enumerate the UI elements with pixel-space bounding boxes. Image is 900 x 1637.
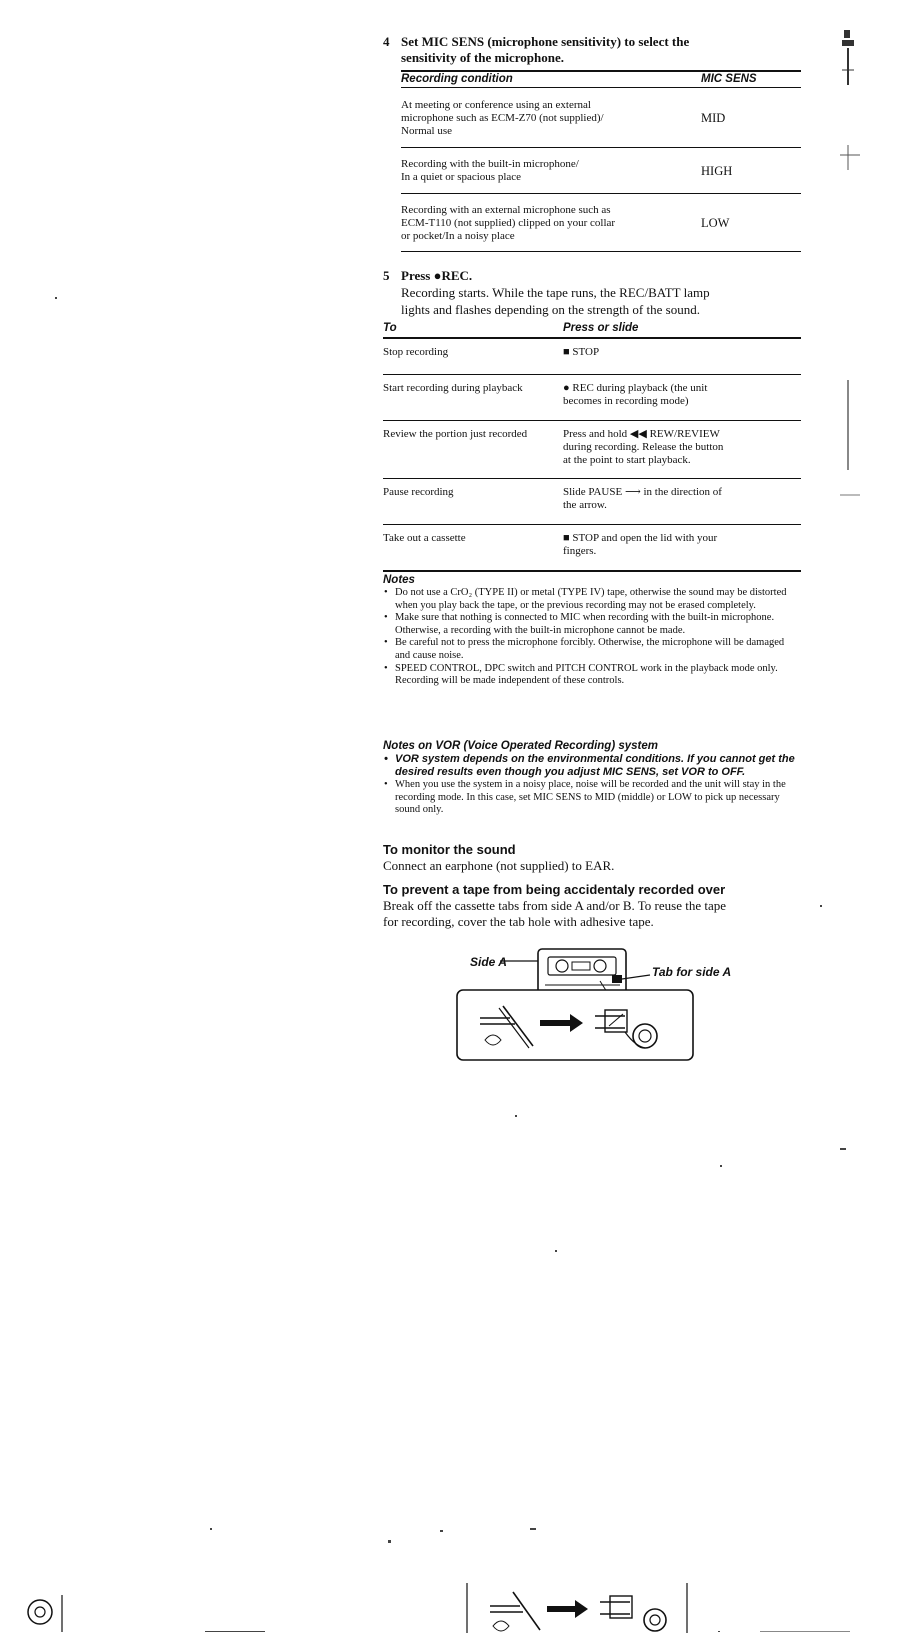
vor-notes-section bbox=[383, 740, 801, 817]
mic-sens-table bbox=[401, 70, 801, 252]
scan-edge-marks-icon bbox=[836, 30, 866, 500]
monitor-body: Connect an earphone (not supplied) to EAR. bbox=[383, 858, 615, 873]
row-value: MID bbox=[701, 110, 726, 125]
step-5-number: 5 bbox=[383, 268, 390, 283]
scan-speck bbox=[720, 1165, 722, 1167]
step-4-number: 4 bbox=[383, 34, 390, 49]
step-4-line1: Set MIC SENS (microphone sensitivity) to select the bbox=[401, 34, 690, 49]
row-to: Review the portion just recorded bbox=[383, 428, 528, 440]
table-row bbox=[383, 339, 801, 374]
scan-speck bbox=[205, 1631, 265, 1632]
row-to: Start recording during playback bbox=[383, 382, 523, 394]
row-press bbox=[563, 486, 801, 518]
scan-speck bbox=[440, 1530, 443, 1532]
row-to: Stop recording bbox=[383, 346, 449, 358]
step-5-line2: lights and flashes depending on the strength of the sound. bbox=[401, 302, 700, 317]
row-condition bbox=[401, 204, 671, 243]
prevent-line2: for recording, cover the tab hole with adhesive tape. bbox=[383, 914, 654, 929]
side-a-label: Side A bbox=[470, 955, 507, 969]
scan-speck bbox=[515, 1115, 517, 1117]
prevent-section bbox=[383, 882, 803, 930]
table-row bbox=[401, 148, 801, 193]
press-line: ■ STOP and open the lid with your bbox=[563, 532, 718, 544]
monitor-title: To monitor the sound bbox=[383, 842, 516, 857]
press-line: fingers. bbox=[563, 545, 597, 557]
press-line: the arrow. bbox=[563, 499, 607, 511]
bleed-through-diagram-icon bbox=[465, 1578, 690, 1633]
table-row bbox=[383, 375, 801, 420]
monitor-section bbox=[383, 842, 801, 874]
tab-for-side-a-label: Tab for side A bbox=[652, 965, 732, 979]
row-to: Take out a cassette bbox=[383, 532, 466, 544]
row-press bbox=[563, 532, 801, 564]
prevent-line1: Break off the cassette tabs from side A and/or B. To reuse the tape bbox=[383, 898, 727, 913]
condition-line: In a quiet or spacious place bbox=[401, 171, 522, 183]
table-header bbox=[401, 72, 801, 87]
header-mic-sens: MIC SENS bbox=[701, 73, 757, 85]
press-line: ● REC during playback (the unit bbox=[563, 382, 708, 394]
press-line: at the point to start playback. bbox=[563, 454, 691, 466]
press-line: during recording. Release the button bbox=[563, 441, 724, 453]
condition-line: ECM-T110 (not supplied) clipped on your collar bbox=[401, 216, 616, 229]
row-to: Pause recording bbox=[383, 486, 454, 498]
scan-speck bbox=[840, 1148, 846, 1150]
scan-speck bbox=[210, 1528, 212, 1530]
condition-line: or pocket/In a noisy place bbox=[401, 229, 515, 242]
row-condition bbox=[401, 99, 671, 138]
table-row bbox=[383, 525, 801, 570]
list-item: • Make sure that nothing is connected to MIC when recording with the built-in microphone. Otherwise, a recording with the built-in microphone cannot be made. bbox=[383, 612, 801, 637]
row-condition bbox=[401, 158, 671, 184]
row-press bbox=[563, 428, 801, 472]
condition-line: Recording with the built-in microphone/ bbox=[401, 158, 579, 170]
list-item: • SPEED CONTROL, DPC switch and PITCH CONTROL work in the playback mode only. Recording will be made independent of these controls. bbox=[383, 663, 801, 688]
press-line: Slide PAUSE ⟶ in the direction of bbox=[563, 486, 722, 498]
notes-list bbox=[383, 587, 801, 688]
condition-line: microphone such as ECM-Z70 (not supplied)/ bbox=[401, 111, 604, 124]
step-5-title: Press ●REC. bbox=[401, 268, 473, 283]
bleed-through-reel-icon bbox=[20, 1590, 70, 1635]
row-value: HIGH bbox=[701, 163, 733, 178]
vor-notes-title: Notes on VOR (Voice Operated Recording) system bbox=[383, 740, 658, 752]
table-rule bbox=[383, 570, 801, 572]
step-5-line1: Recording starts. While the tape runs, the REC/BATT lamp bbox=[401, 285, 710, 300]
condition-line: Normal use bbox=[401, 124, 453, 137]
step-4 bbox=[383, 34, 801, 66]
list-item: • Be careful not to press the microphone forcibly. Otherwise, the microphone will be damaged and cause noise. bbox=[383, 637, 801, 662]
step-5 bbox=[383, 268, 801, 318]
scan-speck bbox=[555, 1250, 557, 1252]
press-line: Press and hold ◀◀ REW/REVIEW bbox=[563, 428, 720, 440]
scan-speck bbox=[820, 905, 822, 907]
list-item: • When you use the system in a noisy place, noise will be recorded and the unit will stay in the recording mode. In this case, set MIC SENS to MID (middle) or LOW to pick up necessary sound only. bbox=[383, 779, 801, 817]
vor-notes-list bbox=[383, 753, 801, 817]
list-item: • Do not use a CrO₂ (TYPE II) or metal (TYPE IV) tape, otherwise the sound may be distorted when you play back the tape, or the previous recording may not be erased completely. bbox=[383, 587, 801, 612]
scan-speck bbox=[760, 1631, 850, 1632]
notes-title: Notes bbox=[383, 574, 415, 586]
scan-speck bbox=[718, 1631, 720, 1632]
condition-line: At meeting or conference using an external bbox=[401, 98, 591, 111]
scan-speck bbox=[530, 1528, 536, 1530]
table-row bbox=[383, 479, 801, 524]
table-header bbox=[383, 322, 801, 337]
header-to: To bbox=[383, 322, 397, 334]
condition-line: Recording with an external microphone such as bbox=[401, 203, 611, 216]
table-row bbox=[401, 194, 801, 251]
header-press-or-slide: Press or slide bbox=[563, 322, 639, 334]
list-item: • VOR system depends on the environmental conditions. If you cannot get the desired results even though you adjust MIC SENS, set VOR to OFF. bbox=[383, 753, 801, 779]
row-press bbox=[563, 382, 801, 414]
notes-section bbox=[383, 574, 801, 688]
prevent-title: To prevent a tape from being accidentaly recorded over bbox=[383, 882, 726, 897]
table-row bbox=[383, 421, 801, 478]
press-line: becomes in recording mode) bbox=[563, 395, 689, 407]
scan-speck bbox=[388, 1540, 391, 1543]
scan-speck bbox=[55, 297, 57, 299]
row-press bbox=[563, 346, 801, 368]
press-line: ■ STOP bbox=[563, 346, 600, 358]
header-recording-condition: Recording condition bbox=[401, 73, 513, 85]
step-4-line2: sensitivity of the microphone. bbox=[401, 50, 564, 65]
operation-table bbox=[383, 322, 801, 572]
table-row bbox=[401, 88, 801, 147]
tab-break-diagram-icon bbox=[455, 988, 695, 1063]
row-value: LOW bbox=[701, 215, 730, 230]
table-rule bbox=[401, 251, 801, 252]
